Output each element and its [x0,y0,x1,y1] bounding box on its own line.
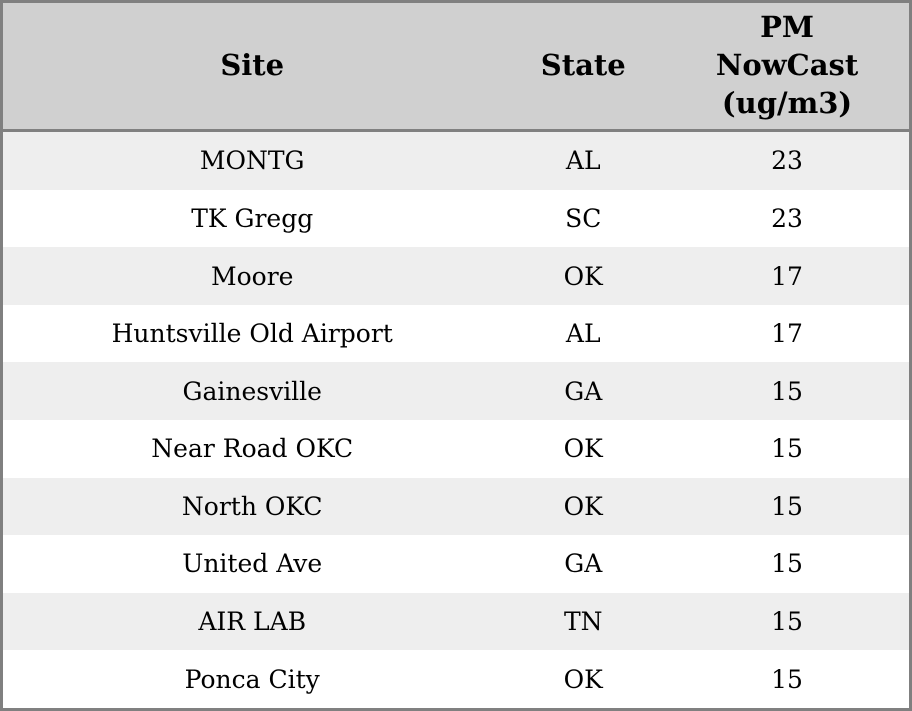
site-cell: North OKC [181,491,323,521]
state-cell: OK [563,491,603,521]
table-row [2,131,911,190]
table-row [2,650,911,709]
table-row [2,535,911,593]
column-header-pm-nowcast [665,2,910,131]
pm-nowcast-cell: 15 [771,376,803,406]
table-row [2,305,911,363]
table-row [2,190,911,248]
state-cell: SC [565,203,602,233]
state-cell: TN [563,607,603,637]
table-row [2,247,911,305]
state-cell: OK [563,261,603,291]
pm-nowcast-cell: 17 [771,261,803,291]
state-cell: GA [564,376,603,406]
site-cell: TK Gregg [191,203,314,233]
table-row [2,362,911,420]
state-cell: AL [565,146,601,176]
pm-nowcast-cell: 15 [771,491,803,521]
column-header-state: State [501,2,665,131]
site-cell: AIR LAB [198,607,307,637]
pm-nowcast-cell: 23 [771,146,803,176]
state-cell: OK [563,434,603,464]
pm-nowcast-cell: 17 [771,319,803,349]
site-cell: Near Road OKC [151,434,354,464]
pm-nowcast-cell: 15 [771,664,803,694]
header-row [2,2,911,131]
pm-nowcast-cell: 15 [771,549,803,579]
site-cell: United Ave [182,549,323,579]
site-cell: Huntsville Old Airport [111,319,393,349]
table-row [2,478,911,536]
pm-nowcast-cell: 23 [771,203,803,233]
table-row [2,420,911,478]
pm-nowcast-cell: 15 [771,607,803,637]
site-cell: Moore [211,261,294,291]
state-cell: OK [563,664,603,694]
site-cell: MONTG [199,146,305,176]
pm-nowcast-cell: 15 [771,434,803,464]
column-header-site: Site [2,2,502,131]
state-cell: AL [565,319,601,349]
column-header-pm-nowcast-label: PM NowCast (ug/m3) [715,10,859,120]
state-cell: GA [564,549,603,579]
table-row [2,593,911,651]
site-cell: Ponca City [184,664,320,694]
site-cell: Gainesville [182,376,322,406]
